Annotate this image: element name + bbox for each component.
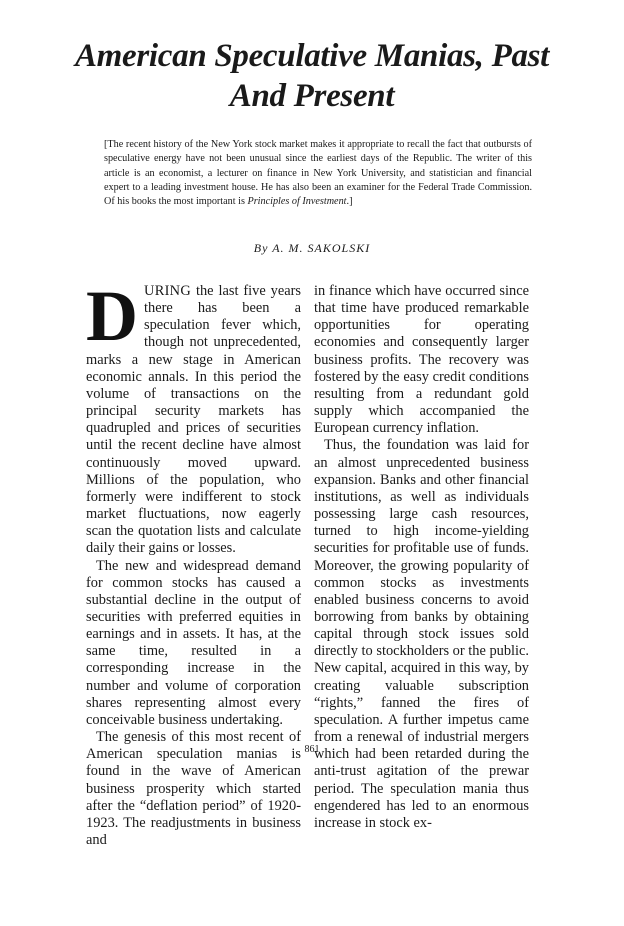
column-left: [86, 276, 301, 849]
body-paragraph: [86, 276, 301, 558]
body-paragraph: The new and widespread demand for common stocks has caused a substantial decline in the output of securities with preferred equities in earnings and in assets. It has, at the same time, resulted in a corresponding increase in the number and volume of corporation shares representing almost every conceivable business undertaking.: [86, 557, 301, 728]
article-title-line2: And Present: [229, 78, 395, 114]
paragraph-text: the last five years there has been a speculation fever which, though not unprecedented, marks a new stage in American economic annals. In this period the volume of transactions on the principal security markets has quadrupled and prices of securities until the recent decline have almost continuously moved upward. Millions of the population, who formerly were indifferent to stock market fluctuations, now eagerly scan the quotation lists and calculate daily their gains or losses.: [86, 283, 301, 557]
lead-caps: URING: [144, 283, 192, 299]
intro-text-part2: .]: [346, 196, 353, 208]
intro-text-part1: [The recent history of the New York stock market makes it appropriate to recall the fact that outbursts of speculative energy have not been unusual since the earliest days of the Republic. The writer of this article is an economist, a lecturer on finance in New York University, and statistician and financial expert to a leading investment house. He has also been an examiner for the Federal Trade Commission. Of his books the most important is: [104, 139, 532, 208]
article-title: [40, 36, 584, 116]
body-paragraph: in finance which have occurred since that time have produced remarkable opportunities for operating economies and consequently larger business profits. The recovery was fostered by the easy credit conditions resulting from a redundant gold supply which accompanied the European currency inflation.: [314, 283, 529, 437]
byline: By A. M. SAKOLSKI: [253, 241, 371, 255]
drop-cap: D: [86, 276, 138, 356]
intro-book-title: Principles of Investment: [247, 196, 347, 208]
article-title-line1: American Speculative Manias, Past: [74, 38, 550, 74]
body-paragraph: The genesis of this most recent of American speculation manias is found in the wave of American business prosperity which started after the “deflation period” of 1920-1923. The readjustments in business and: [86, 729, 301, 848]
editorial-intro: [104, 138, 532, 209]
body-paragraph: Thus, the foundation was laid for an almost unprecedented business expansion. Banks and other financial institutions, as well as individuals possessing large cash resources, turned to high income-yielding securities for profitable use of funds. Moreover, the growing popularity of common stocks as investments enabled business concerns to avoid borrowing from banks by obtaining capital through stock issues sold directly to stockholders or the public. New capital, acquired in this way, by creating valuable subscription “rights,” fanned the fires of speculation. A further impetus came from a renewal of industrial mergers which had been retarded during the anti-trust agitation of the prewar period. The speculation mania thus engendered has led to an enormous increase in stock ex-: [314, 437, 530, 831]
page-number: 861: [304, 744, 320, 755]
